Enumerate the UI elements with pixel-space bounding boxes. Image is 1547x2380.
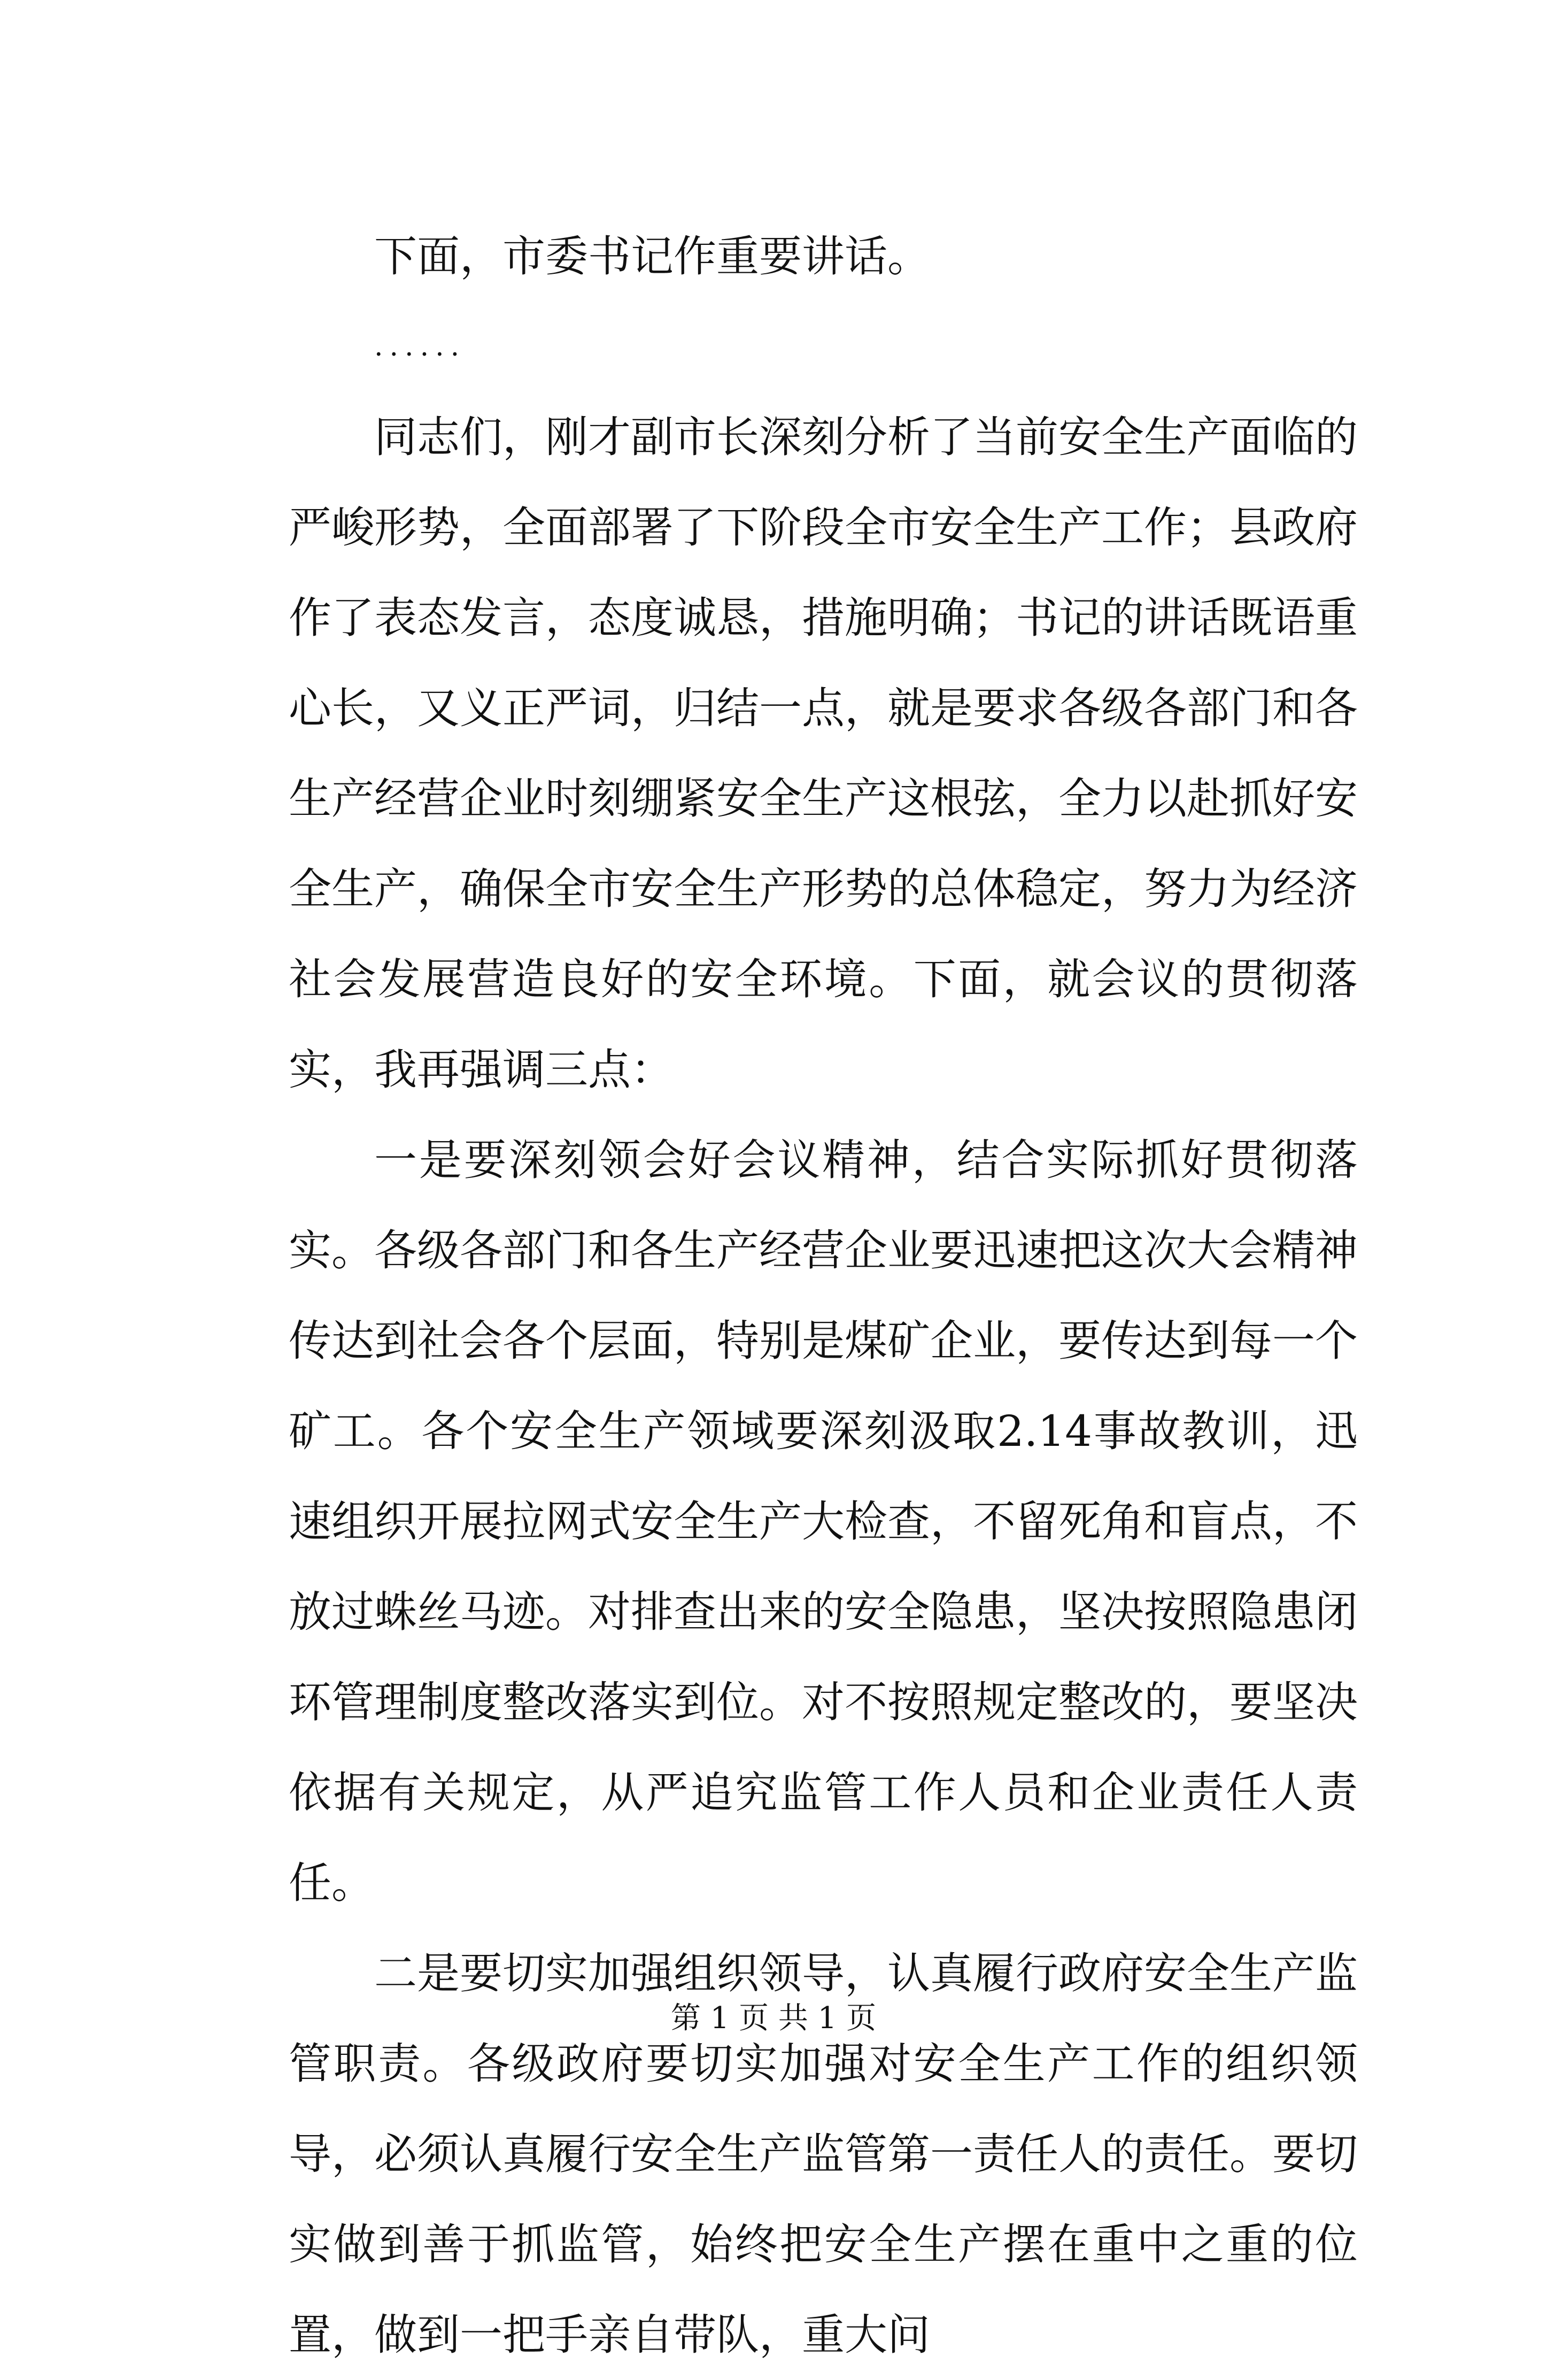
- ellipsis-line: ......: [374, 330, 466, 363]
- document-body: [289, 211, 1358, 2380]
- paragraph-intro: 下面，市委书记作重要讲话。: [374, 232, 930, 281]
- paragraph-address: 同志们，刚才副市长深刻分析了当前安全生产面临的严峻形势，全面部署了下阶段全市安全生产工作；县政府作了表态发言，态度诚恳，措施明确；书记的讲话既语重心长，又义正严词，归结一点，就是要求各级各部门和各生产经营企业时刻绷紧安全生产这根弦，全力以赴抓好安全生产，确保全市安全生产形势的总体稳定，努力为经济社会发展营造良好的安全环境。下面，就会议的贯彻落实，我再强调三点：: [289, 412, 1358, 1095]
- page-footer: 第 1 页 共 1 页: [670, 2001, 877, 2036]
- paragraph-point-one: 一是要深刻领会好会议精神，结合实际抓好贯彻落实。各级各部门和各生产经营企业要迅速把这次大会精神传达到社会各个层面，特别是煤矿企业，要传达到每一个矿工。各个安全生产领域要深刻汲取2.14事故教训，迅速组织开展拉网式安全生产大检查，不留死角和盲点，不放过蛛丝马迹。对排查出来的安全隐患，坚决按照隐患闭环管理制度整改落实到位。对不按照规定整改的，要坚决依据有关规定，从严追究监管工作人员和企业责任人责任。: [289, 1135, 1358, 1908]
- paragraph-point-two: 二是要切实加强组织领导，认真履行政府安全生产监管职责。各级政府要切实加强对安全生产工作的组织领导，必须认真履行安全生产监管第一责任人的责任。要切实做到善于抓监管，始终把安全生产摆在重中之重的位置，做到一把手亲自带队，重大问: [289, 1948, 1358, 2360]
